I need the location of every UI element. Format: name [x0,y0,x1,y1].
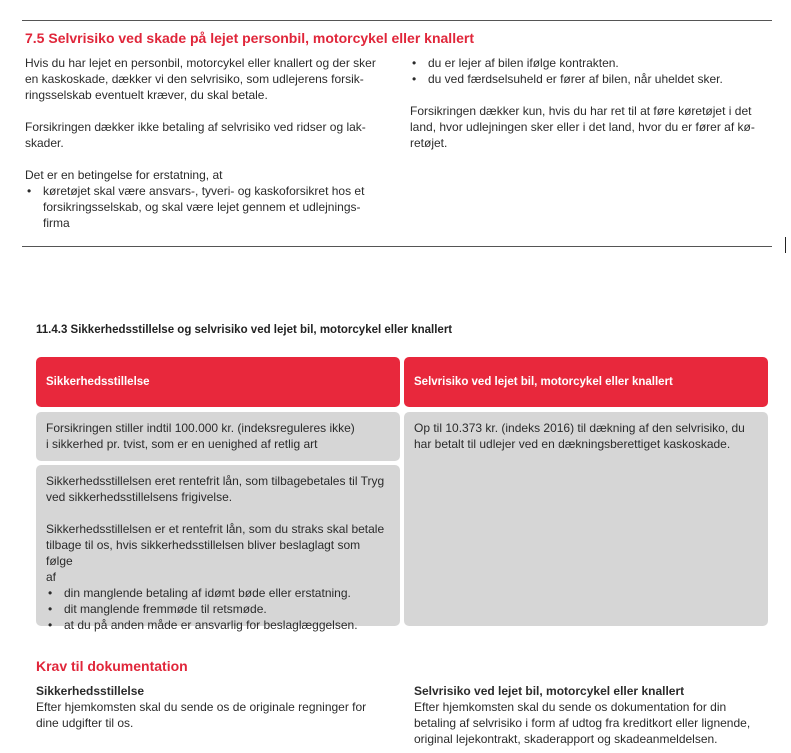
condition-bullet: • du ved færdselsuheld er fører af bilen, når uheldet sker. [410,71,775,87]
text-line: Op til 10.373 kr. (indeks 2016) til dækning af den selvrisiko, du [414,421,745,435]
text-line: har betalt til udlejer ved en dækningsberettiget kaskoskade. [414,437,731,451]
loan-bullet: • din manglende betaling af idømt bøde eller erstatning. [46,585,390,601]
text-line: forsikringsselskab, og skal være lejet gennem et udlejnings- [43,200,361,214]
top-left-column [25,55,400,231]
text-line: i sikkerhed pr. tvist, som er en uenighed af retlig art [46,437,318,451]
top-divider [22,20,772,21]
documentation-heading: Krav til dokumentation [36,658,188,674]
text-line: dine udgifter til os. [36,716,134,730]
text-line: betaling af selvrisiko i form af udtog fra kreditkort eller lignende, [414,716,751,730]
text-line: Forsikringen dækker ikke betaling af selvrisiko ved ridser og lak- [25,120,366,134]
text-line: ved sikkerhedsstillelsens frigivelse. [46,490,233,504]
loan-paragraph [46,521,390,585]
text-line: original lejekontrakt, skaderapport og skadeanmeldelsen. [414,732,718,746]
docs-right-subheading: Selvrisiko ved lejet bil, motorcykel eller knallert [414,684,685,698]
text-line: skader. [25,136,64,150]
section-11-4-3-title: 11.4.3 Sikkerhedsstillelse og selvrisiko ved lejet bil, motorcykel eller knallert [36,324,453,336]
text-cursor [785,237,786,253]
bottom-divider [22,246,772,247]
text-line: ringsselskab eventuelt kræver, du skal betale. [25,88,268,102]
text-line: Efter hjemkomsten skal du sende os dokumentation for din [414,700,727,714]
table-cell-guarantee-amount [36,412,400,461]
header-label: Selvrisiko ved lejet bil, motorcykel eller knallert [414,376,673,388]
text-line: Forsikringen stiller indtil 100.000 kr. (indeksreguleres ikke) [46,421,355,435]
text-line: Hvis du har lejet en personbil, motorcykel eller knallert og der sker [25,56,376,70]
text-line: af [46,570,57,584]
docs-left-column [36,683,400,731]
condition-bullet [25,183,400,231]
loan-bullet: • at du på anden måde er ansvarlig for beslaglæggelsen. [46,617,390,633]
text-line: en kaskoskade, dækker vi den selvrisiko, som udlejerens forsik- [25,72,364,86]
text-line: Efter hjemkomsten skal du sende os de originale regninger for [36,700,367,714]
table-cell-loan-terms [36,465,400,632]
text-line: land, hvor udlejningen sker eller i det land, hvor du er fører af kø- [410,120,755,134]
text-line: • køretøjet skal være ansvars-, tyveri- og kaskoforsikret hos et [43,184,365,198]
coverage-paragraph [410,103,775,151]
exclusion-paragraph [25,119,400,151]
loan-bullet: • dit manglende fremmøde til retsmøde. [46,601,390,617]
table-header-sikkerhedsstillelse [36,357,400,407]
docs-right-column [414,683,778,747]
text-line: retøjet. [410,136,448,150]
top-right-column [410,55,775,151]
intro-paragraph [25,55,400,103]
docs-left-subheading: Sikkerhedsstillelse [36,684,145,698]
text-line: tilbage til os, hvis sikkerhedsstillelsen bliver beslaglagt som følge [46,538,361,568]
condition-bullet: • du er lejer af bilen ifølge kontrakten. [410,55,775,71]
text-line: firma [43,216,70,230]
text-line: Forsikringen dækker kun, hvis du har ret til at føre køretøjet i det [410,104,752,118]
table-cell-deductible-coverage [404,412,768,626]
table-header-selvrisiko [404,357,768,407]
text-line: Sikkerhedsstillelsen er et rentefrit lån, som du straks skal betale [46,522,385,536]
text-line: Sikkerhedsstillelsen eret rentefrit lån, som tilbagebetales til Tryg [46,474,385,488]
condition-intro: Det er en betingelse for erstatning, at [25,168,223,182]
section-7-5-heading: 7.5 Selvrisiko ved skade på lejet personbil, motorcykel eller knallert [25,30,474,46]
header-label: Sikkerhedsstillelse [46,376,150,388]
